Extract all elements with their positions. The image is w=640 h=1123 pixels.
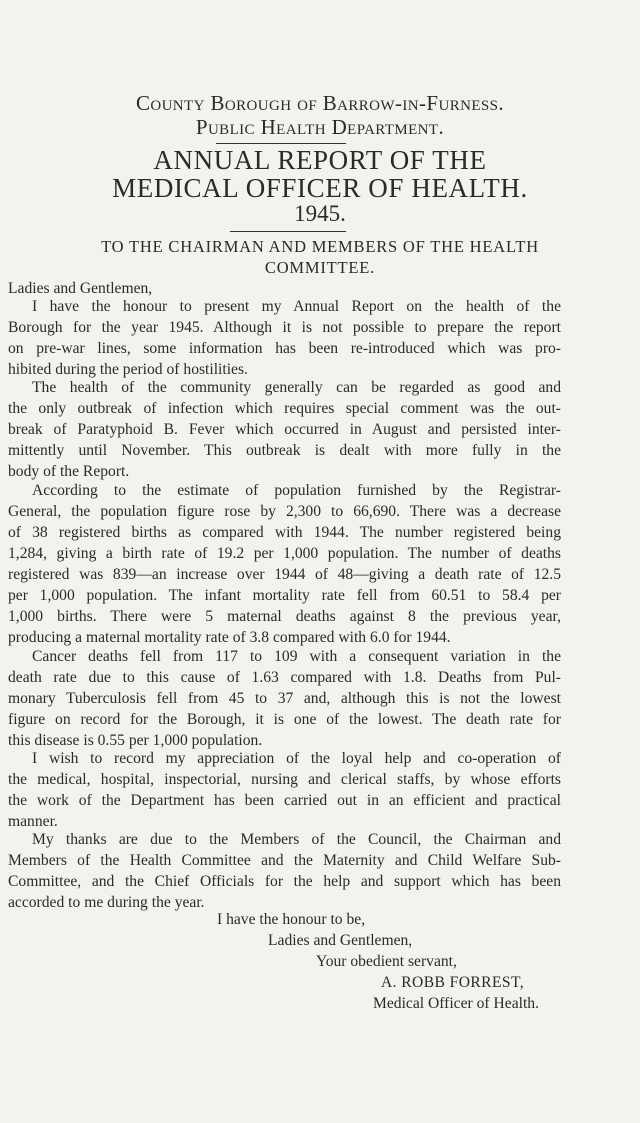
body-line: body of the Report. (8, 463, 130, 480)
body-line: death rate due to this cause of 1.63 compared with 1.8. Deaths from Pul- (8, 669, 561, 686)
addressee-line2: COMMITTEE. (264, 258, 376, 277)
body-line: figure on record for the Borough, it is one of the lowest. The death rate for (8, 711, 561, 728)
body-line: of 38 registered births as compared with 1944. The number registered being (8, 524, 561, 541)
signatory-name: A. ROBB FORREST, (381, 974, 525, 991)
body-line: Cancer deaths fell from 117 to 109 with a consequent variation in the (32, 648, 561, 665)
body-line: producing a maternal mortality rate of 3.8 compared with 6.0 for 1944. (8, 629, 451, 646)
report-title-line1: ANNUAL REPORT OF THE (153, 145, 487, 175)
body-line: the only outbreak of infection which requires special comment was the out- (8, 400, 561, 417)
body-line: break of Paratyphoid B. Fever which occurred in August and persisted inter- (8, 421, 561, 438)
body-line: monary Tuberculosis fell from 45 to 37 and, although this is not the lowest (8, 690, 561, 707)
body-line: The health of the community generally can be regarded as good and (32, 379, 561, 396)
body-line: on pre-war lines, some information has been re-introduced which was pro- (8, 340, 561, 357)
report-title-line2: MEDICAL OFFICER OF HEALTH. (112, 173, 528, 203)
body-line: per 1,000 population. The infant mortality rate fell from 60.51 to 58.4 per (8, 587, 561, 604)
body-line: According to the estimate of population furnished by the Registrar- (32, 482, 561, 499)
closing-line: Ladies and Gentlemen, (268, 932, 413, 949)
title-rule-top (216, 143, 346, 144)
body-line: manner. (8, 813, 58, 830)
body-line: the medical, hospital, inspectorial, nursing and clerical staffs, by whose efforts (8, 771, 561, 788)
signatory-position: Medical Officer of Health. (373, 995, 539, 1012)
department-heading: Public Health Department. (195, 115, 445, 139)
title-rule-bottom (230, 231, 346, 232)
report-year: 1945. (294, 201, 346, 226)
closing-line: Your obedient servant, (316, 953, 457, 970)
body-line: the work of the Department has been carried out in an efficient and practical (8, 792, 561, 809)
addressee-line1: TO THE CHAIRMAN AND MEMBERS OF THE HEALTH (101, 237, 539, 256)
body-line: Committee, and the Chief Officials for the help and support which has been (8, 873, 561, 890)
body-line: I wish to record my appreciation of the loyal help and co-operation of (32, 750, 561, 767)
body-line: hibited during the period of hostilities. (8, 361, 248, 378)
body-line: 1,000 births. There were 5 maternal deaths against 8 the previous year, (8, 608, 561, 625)
body-line: My thanks are due to the Members of the Council, the Chairman and (32, 831, 561, 848)
salutation: Ladies and Gentlemen, (8, 280, 153, 297)
body-line: this disease is 0.55 per 1,000 population. (8, 732, 263, 749)
body-line: 1,284, giving a birth rate of 19.2 per 1,000 population. The number of deaths (8, 545, 561, 562)
body-line: I have the honour to present my Annual Report on the health of the (32, 298, 561, 315)
body-line: General, the population figure rose by 2,300 to 66,690. There was a decrease (8, 503, 561, 520)
body-line: mittently until November. This outbreak is dealt with more fully in the (8, 442, 561, 459)
body-line: registered was 839—an increase over 1944 of 48—giving a death rate of 12.5 (8, 566, 561, 583)
body-line: Members of the Health Committee and the Maternity and Child Welfare Sub- (8, 852, 561, 869)
body-line: Borough for the year 1945. Although it is not possible to prepare the report (8, 319, 561, 336)
body-line: accorded to me during the year. (8, 894, 205, 911)
borough-heading: County Borough of Barrow-in-Furness. (135, 91, 505, 115)
closing-line: I have the honour to be, (217, 911, 366, 928)
